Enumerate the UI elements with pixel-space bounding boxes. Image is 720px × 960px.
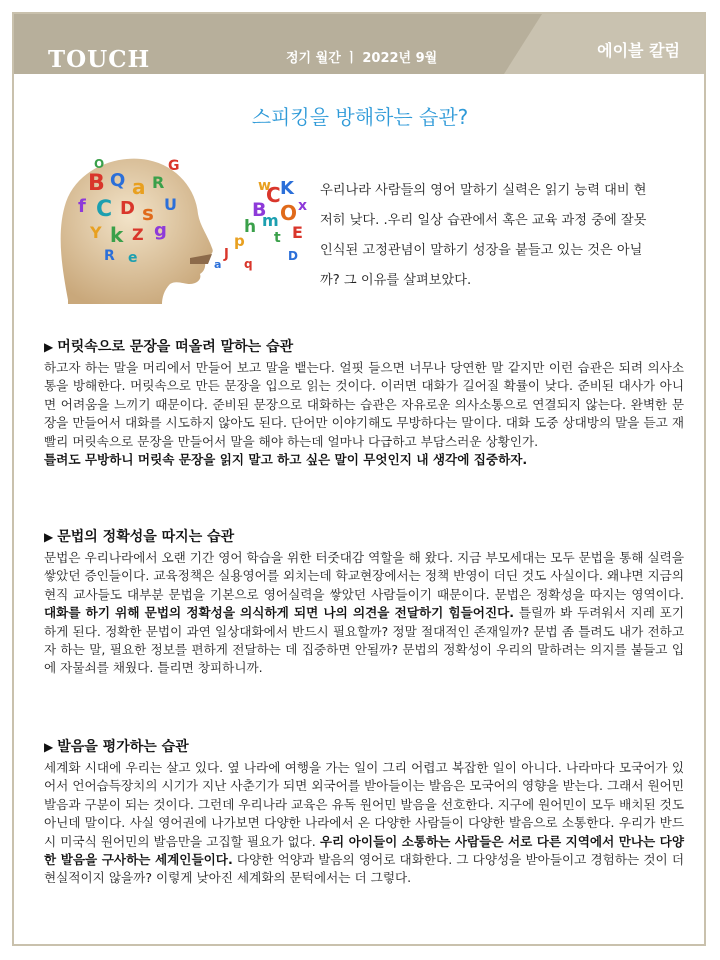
section-body: 문법은 우리나라에서 오랜 기간 영어 학습을 위한 터줏대감 역할을 해 왔다. 지금 부모세대는 모두 문법을 통해 실력을 쌓았던 증인들이다. 교육정책은 실용영어를 외치는데 학교현장에서는 정책 반영이 더딘 것도 사실이다. 왜냐면 지금의 현직 교사들도 대부분 문법을 기본으로 영어실력을 쌓았던 사람들이기 때문이다. 문법은 정확성을 따지는 영역이다. 대화를 하기 위해 문법의 정확성을 의식하게 되면 나의 의견을 전달하기 힘들어진다. 틀릴까 봐 두려워서 지레 포기하게 된다. 정확한 문법이 과연 일상대화에서 반드시 필요할까? 정말 절대적인 존재일까? 문법 좀 틀려도 내가 전하고자 하는 말, 필요한 정보를 편하게 전달하는 데 집중하면 안될까? 문법의 정확성이 우리의 말하려는 의지를 붙들고 입에 자물쇠를 채웠다. 틀리면 창피하니까. (44, 550, 684, 676)
section-body: 세계화 시대에 우리는 살고 있다. 옆 나라에 여행을 가는 일이 그리 어렵고 복잡한 일이 아니다. 나라마다 모국어가 있어서 언어습득장치의 시기가 지난 사춘기가 되면 외국어를 받아들이는 발음은 모국어의 영향을 받는다. 그래서 원어민 발음과 구분이 되는 것이다. 그런데 우리나라 교육은 유독 원어민 발음을 선호한다. 지구에 원어민이 모두 배치된 것도 아닌데 말이다. 사실 영어권에 나가보면 다양한 나라에서 온 다양한 사람들이 다양한 발음으로 소통한다. 우리가 반드시 미국식 원어민의 발음만을 고집할 필요가 없다. 우리 아이들이 소통하는 사람들은 서로 다른 지역에서 만나는 다양한 발음을 구사하는 세계인들이다. 다양한 억양과 발음의 영어로 대화한다. 그 다양성을 받아들이고 경험하는 것이 더 현실적이지 않을까? 이렇게 낮아진 세계화의 문턱에서는 더 그렇다. (44, 760, 684, 886)
triangle-bullet-icon: ▶ (44, 530, 54, 544)
svg-text:w: w (258, 178, 271, 194)
svg-text:g: g (154, 220, 167, 241)
section-heading: ▶ 문법의 정확성을 따지는 습관 (44, 529, 235, 545)
svg-text:K: K (280, 178, 294, 199)
svg-text:R: R (152, 173, 165, 192)
section-emphasis: 틀려도 무방하니 머릿속 문장을 읽지 말고 하고 싶은 말이 무엇인지 내 생각에 집중하자. (44, 452, 528, 468)
triangle-bullet-icon: ▶ (44, 740, 54, 754)
svg-text:a: a (132, 175, 146, 199)
svg-text:C: C (96, 197, 113, 222)
svg-text:G: G (168, 158, 180, 174)
svg-text:f: f (78, 196, 86, 217)
svg-text:h: h (244, 217, 257, 237)
svg-text:B: B (252, 199, 267, 221)
svg-text:E: E (292, 223, 303, 242)
svg-text:C: C (266, 183, 281, 207)
svg-text:x: x (298, 198, 308, 214)
svg-text:Y: Y (90, 223, 102, 242)
svg-text:m: m (262, 211, 279, 230)
svg-text:a: a (214, 258, 222, 271)
section-emphasis: 우리 아이들이 소통하는 사람들은 서로 다른 지역에서 만나는 다양한 발음을 구사하는 세계인들이다. (44, 833, 684, 868)
brand-logo: TOUCH (48, 46, 151, 73)
section-body: 하고자 하는 말을 머리에서 만들어 보고 말을 뱉는다. 얼핏 들으면 너무나 당연한 말 같지만 이런 습관은 되려 의사소통을 방해한다. 머릿속으로 만든 문장을 입으로 읽는 것이다. 이러면 대화가 길어질 확률이 낮다. 준비된 대사가 아니면 어려움을 느끼기 때문이다. 준비된 문장으로 대화하는 습관은 자유로운 의사소통으로 연결되지 않는다. 완벽한 문장을 만들어서 대화를 시도하지 않아도 된다. 단어만 이야기해도 무방하다는 말이다. 대화 도중 상대방의 말을 듣고 재빨리 머릿속으로 문장을 만들어서 말을 해야 하는데 얼마나 다급하고 부담스러운 상황인가. 틀려도 무방하니 머릿속 문장을 읽지 말고 하고 싶은 말이 무엇인지 내 생각에 집중하자. (44, 360, 684, 468)
svg-text:D: D (288, 249, 298, 263)
svg-text:s: s (142, 201, 154, 225)
svg-text:O: O (280, 201, 298, 225)
svg-text:Q: Q (110, 170, 126, 191)
svg-text:e: e (128, 250, 138, 266)
svg-text:B: B (88, 171, 105, 196)
svg-text:J: J (224, 247, 229, 262)
svg-text:O: O (94, 157, 105, 171)
svg-text:q: q (244, 257, 253, 271)
issue-date: 정기 월간 ㅣ 2022년 9월 (286, 51, 438, 66)
head-letters-icon (48, 150, 316, 304)
svg-text:R: R (104, 248, 115, 264)
svg-text:k: k (110, 223, 124, 247)
intro-paragraph: 우리나라 사람들의 영어 말하기 실력은 읽기 능력 대비 현저히 낮다. .우리 일상 습관에서 혹은 교육 과정 중에 잘못 인식된 고정관념이 말하기 성장을 붙들고 있는 것은 아닐까? 그 이유를 살펴보았다. (320, 183, 647, 288)
section-pronunciation (44, 736, 684, 888)
svg-text:t: t (274, 230, 281, 246)
section-thinking-in-sentences (44, 336, 684, 469)
section-grammar-accuracy (44, 526, 684, 678)
head-illustration (48, 150, 316, 304)
svg-text:U: U (164, 195, 177, 214)
section-heading: ▶ 발음을 평가하는 습관 (44, 739, 189, 755)
triangle-bullet-icon: ▶ (44, 340, 54, 354)
svg-text:D: D (120, 198, 135, 219)
section-emphasis: 대화를 하기 위해 문법의 정확성을 의식하게 되면 나의 의견을 전달하기 힘들어진다. (44, 605, 515, 621)
svg-text:Z: Z (132, 225, 144, 244)
header-band (14, 14, 704, 74)
svg-text:p: p (234, 232, 245, 250)
column-name: 에이블 칼럼 (597, 41, 680, 60)
article-title: 스피킹을 방해하는 습관? (251, 105, 469, 129)
section-heading: ▶ 머릿속으로 문장을 떠올려 말하는 습관 (44, 339, 294, 355)
